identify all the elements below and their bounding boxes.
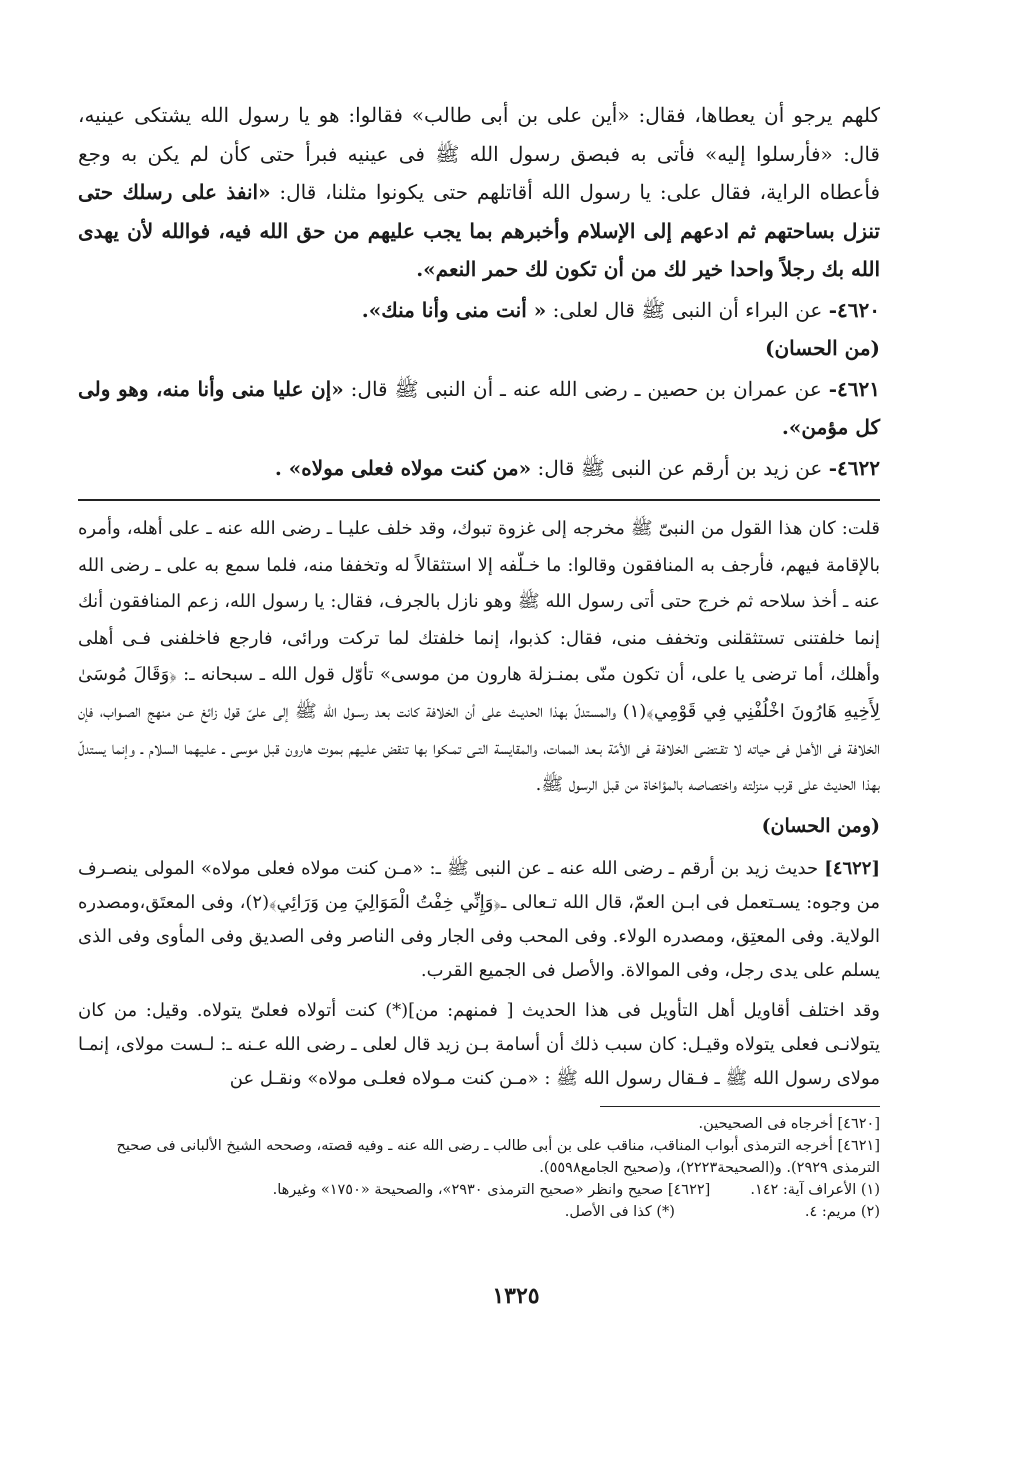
footnote: (*) كذا فى الأصل.	[564, 1203, 675, 1220]
commentary-paragraph-text: حديث زيد بن أرقم ـ رضى الله عنه ـ عن النبى ﷺ ـ: «مـن كنت مولاه فعلى مولاه» المولى ينصـرف من وجوه: يسـتعمل فى ابـن العمّ، قال الله تـعالى ـ﴿وَإِنِّي خِفْتُ الْمَوَالِيَ مِن وَرَائِي﴾(٢)، وفى المعتَق،ومصدره الولاية. وفى المعتِق، ومصدره الولاء. وفى المحب وفى الجار وفى الناصر وفى الصديق وفى المأوى وفى الذى يسلم على يدى رجل، وفى الموالاة. والأصل فى الجميع القرب.	[78, 857, 881, 981]
hadith-number: ٤٦٢٠-	[828, 297, 880, 322]
hadith-text: عن البراء أن النبى ﷺ قال لعلى:	[552, 297, 823, 322]
hadith-continuation-text: كلهم يرجو أن يعطاها، فقال: «أين على بن أبى طالب» فقالوا: هو يا رسول الله يشتكى عينيه، قال: «فأرسلوا إليه» فأتى به فبصق رسول الله ﷺ فى عينيه فبرأ حتى كأن لم يكن به وجع فأعطاه الراية، فقال على: يا رسول الله أقاتلهم حتى يكونوا مثلنا، قال:	[78, 103, 881, 204]
grade-label: (من الحسان)	[764, 336, 880, 360]
hadith-4622	[78, 449, 880, 488]
grade-label: (ومن الحسان)	[761, 814, 880, 837]
section-divider	[78, 499, 880, 501]
hadith-text: عن زيد بن أرقم عن النبى ﷺ قال:	[537, 455, 823, 480]
hadith-reference: [٤٦٢٢]	[824, 857, 880, 879]
commentary-paragraph	[78, 852, 880, 988]
hadith-number: ٤٦٢٢-	[828, 455, 880, 480]
commentary-section	[78, 511, 880, 846]
hadith-quote: « أنت منى وأنا منك».	[361, 297, 547, 322]
commentary-paragraph: وقد اختلف أقاويل أهل التأويل فى هذا الحديث [ فمنهم: من](*) كنت أتولاه فعلىّ يتولاه. وقيل: من كان يتولانـى فعلى يتولاه وقيـل: كان سبب ذلك أن أسامة بـن زيد قال لعلى ـ رضى الله عـنه ـ: لـست مولاى، إنمـا مولاى رسول الله ﷺ ـ فـقال رسول الله ﷺ : «مـن كنت مـولاه فعلـى مولاه» ونقـل عن	[78, 999, 880, 1089]
hadith-text: عن عمران بن حصين ـ رضى الله عنه ـ أن النبى ﷺ قال:	[350, 376, 822, 401]
hadith-quote: «من كنت مولاه فعلى مولاه» .	[274, 455, 532, 480]
hadith-number: ٤٦٢١-	[828, 376, 881, 401]
footnote: [٤٦٢٢] صحيح وانظر «صحيح الترمذى ٢٩٣٠»، والصحيحة «١٧٥٠» وغيرها.	[272, 1181, 711, 1198]
page-number: ١٣٢٥	[492, 1283, 540, 1309]
commentary-text: قلت: كان هذا القول من النبىّ ﷺ مخرجه إلى غزوة تبوك، وقد خلف عليـا ـ رضى الله عنه ـ على أهله، وأمره بالإقامة فيهم، فأرجف به المنافقون وقالوا: ما خـلّفه إلا استثقالاً له وتخففا منه، فلما سمع به على ـ رضى الله عنه ـ أخذ سلاحه ثم خرج حتى أتى رسول الله ﷺ وهو نازل بالجرف، فقال: يا رسول الله، زعم المنافقون أنك إنما خلفتنى تستثقلنى وتخفف منى، فقال: كذبوا، إنما خلفتك لما تركت ورائى، فارجع فاخلفنى فـى أهلى وأهلك، أما ترضى يا على، أن تكون منّى بمنـزلة هارون من موسى» تأوّل قول الله ـ سبحانه ـ: ﴿وَقَالَ مُوسَىٰ لِأَخِيهِ هَارُونَ اخْلُفْنِي فِي قَوْمِي﴾(١) والمستدلّ بهذا الحديـث على أن الخلافة كانت بعد رسـول الله ﷺ إلى علىّ قول زائغ عـن منهج الصـواب، فإن الخلافة فى الأهـل فى حياته لا تقـتضى الخلافة فى الأمّة بـعد الممات، والمقايسة التـى تمـكوا بها تنقض علـيهم بموت هارون قبل موسى ـ علـيهما السلام ـ وإنما يستدلّ بهذا الحديث على قرب منزلته واختصاصه بالمؤاخاة من قبل الرسول ﷺ.	[78, 518, 880, 796]
footnote: [٤٦٢٠] أخرجاه فى الصحيحين.	[698, 1115, 880, 1132]
hadith-continuation-bold: «انفذ على رسلك حتى تنزل بساحتهم ثم ادعهم إلى الإسلام وأخبرهم بما يجب عليهم من حق الله فيه، فوالله لأن يهدى الله بك رجلاً واحدا خير لك من أن تكون لك حمر النعم».	[78, 180, 880, 281]
footnote: (١) الأعراف آية: ١٤٢.	[750, 1181, 880, 1198]
footnote-divider	[600, 1106, 880, 1107]
hadith-4621	[78, 370, 880, 447]
footnote-row	[78, 1201, 880, 1223]
footnotes	[78, 1113, 880, 1223]
commentary-section-2	[78, 852, 880, 1096]
footnote: [٤٦٢١] أخرجه الترمذى أبواب المناقب، مناقب على بن أبى طالب ـ رضى الله عنه ـ وفيه قصته، وصححه الشيخ الألبانى فى صحيح الترمذى ٢٩٢٩). و(الصحيحة٢٢٢٣)، و(صحيح الجامع٥٥٩٨).	[116, 1137, 880, 1176]
hadith-section	[78, 96, 880, 487]
hadith-4620	[78, 291, 880, 330]
footnote: (٢) مريم: ٤.	[804, 1203, 880, 1220]
hadith-continuation	[78, 96, 880, 289]
footnote-row	[78, 1179, 880, 1201]
hadith-quote: «إن عليا منى وأنا منه، وهو ولى كل مؤمن».	[78, 376, 880, 439]
